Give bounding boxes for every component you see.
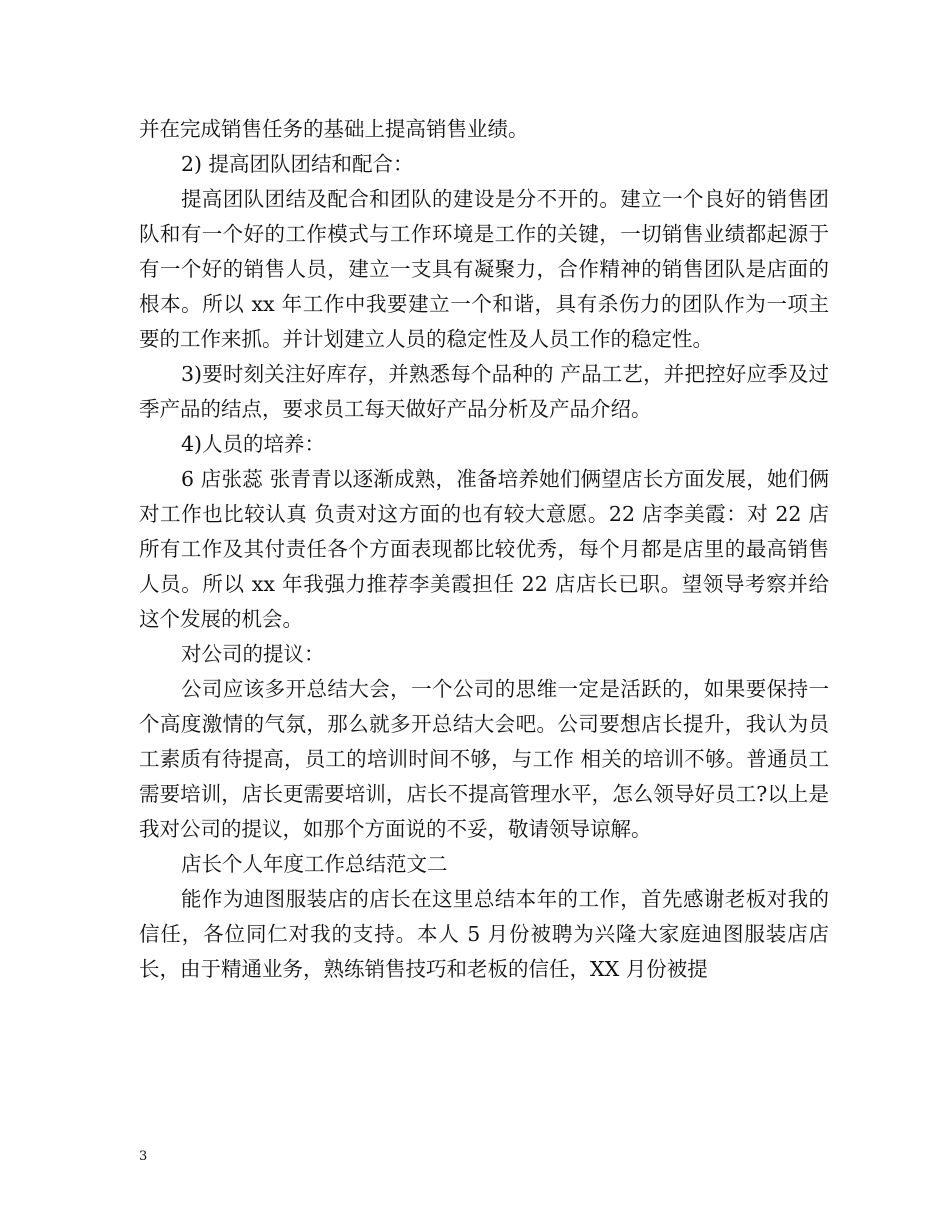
paragraph-10: 能作为迪图服装店的店长在这里总结本年的工作，首先感谢老板对我的信任，各位同仁对我的支持。本人 5 月份被聘为兴隆大家庭迪图服装店店长，由于精通业务，熟练销售技巧和老板的信任，XX 月份被提 [139, 887, 829, 981]
paragraph-3: 提高团队团结及配合和团队的建设是分不开的。建立一个良好的销售团队和有一个好的工作模式与工作环境是工作的关键，一切销售业绩都起源于有一个好的销售人员，建立一支具有凝聚力，合作精神的销售团队是店面的根本。所以 xx 年工作中我要建立一个和谐，具有杀伤力的团队作为一项主要的工作来抓。并计划建立人员的稳定性及人员工作的稳定性。 [139, 187, 829, 351]
section-heading: 店长个人年度工作总结范文二 [181, 852, 448, 876]
paragraph-6: 6 店张蕊 张青青以逐渐成熟，准备培养她们俩望店长方面发展，她们俩对工作也比较认真 负责对这方面的也有较大意愿。22 店李美霞：对 22 店所有工作及其付责任各个方面表现都比较优秀，每个月都是店里的最高销售人员。所以 xx 年我强力推荐李美霞担任 22 店店长已职。望领导考察并给这个发展的机会。 [139, 467, 829, 631]
paragraph-7: 对公司的提议： [181, 642, 325, 666]
paragraph-1: 并在完成销售任务的基础上提高销售业绩。 [139, 117, 529, 141]
paragraph-4: 3)要时刻关注好库存，并熟悉每个品种的 产品工艺，并把控好应季及过季产品的结点，要求员工每天做好产品分析及产品介绍。 [139, 362, 829, 421]
body-text [139, 112, 829, 987]
page-number: 3 [139, 1149, 148, 1164]
paragraph-5: 4)人员的培养： [181, 432, 326, 456]
paragraph-2: 2) 提高团队团结和配合： [181, 152, 414, 176]
paragraph-8: 公司应该多开总结大会，一个公司的思维一定是活跃的，如果要保持一个高度激情的气氛，那么就多开总结大会吧。公司要想店长提升，我认为员工素质有待提高，员工的培训时间不够，与工作 相关的培训不够。普通员工需要培训，店长更需要培训，店长不提高管理水平，怎么领导好员工?以上是我对公司的提议，如那个方面说的不妥，敬请领导谅解。 [139, 677, 829, 841]
